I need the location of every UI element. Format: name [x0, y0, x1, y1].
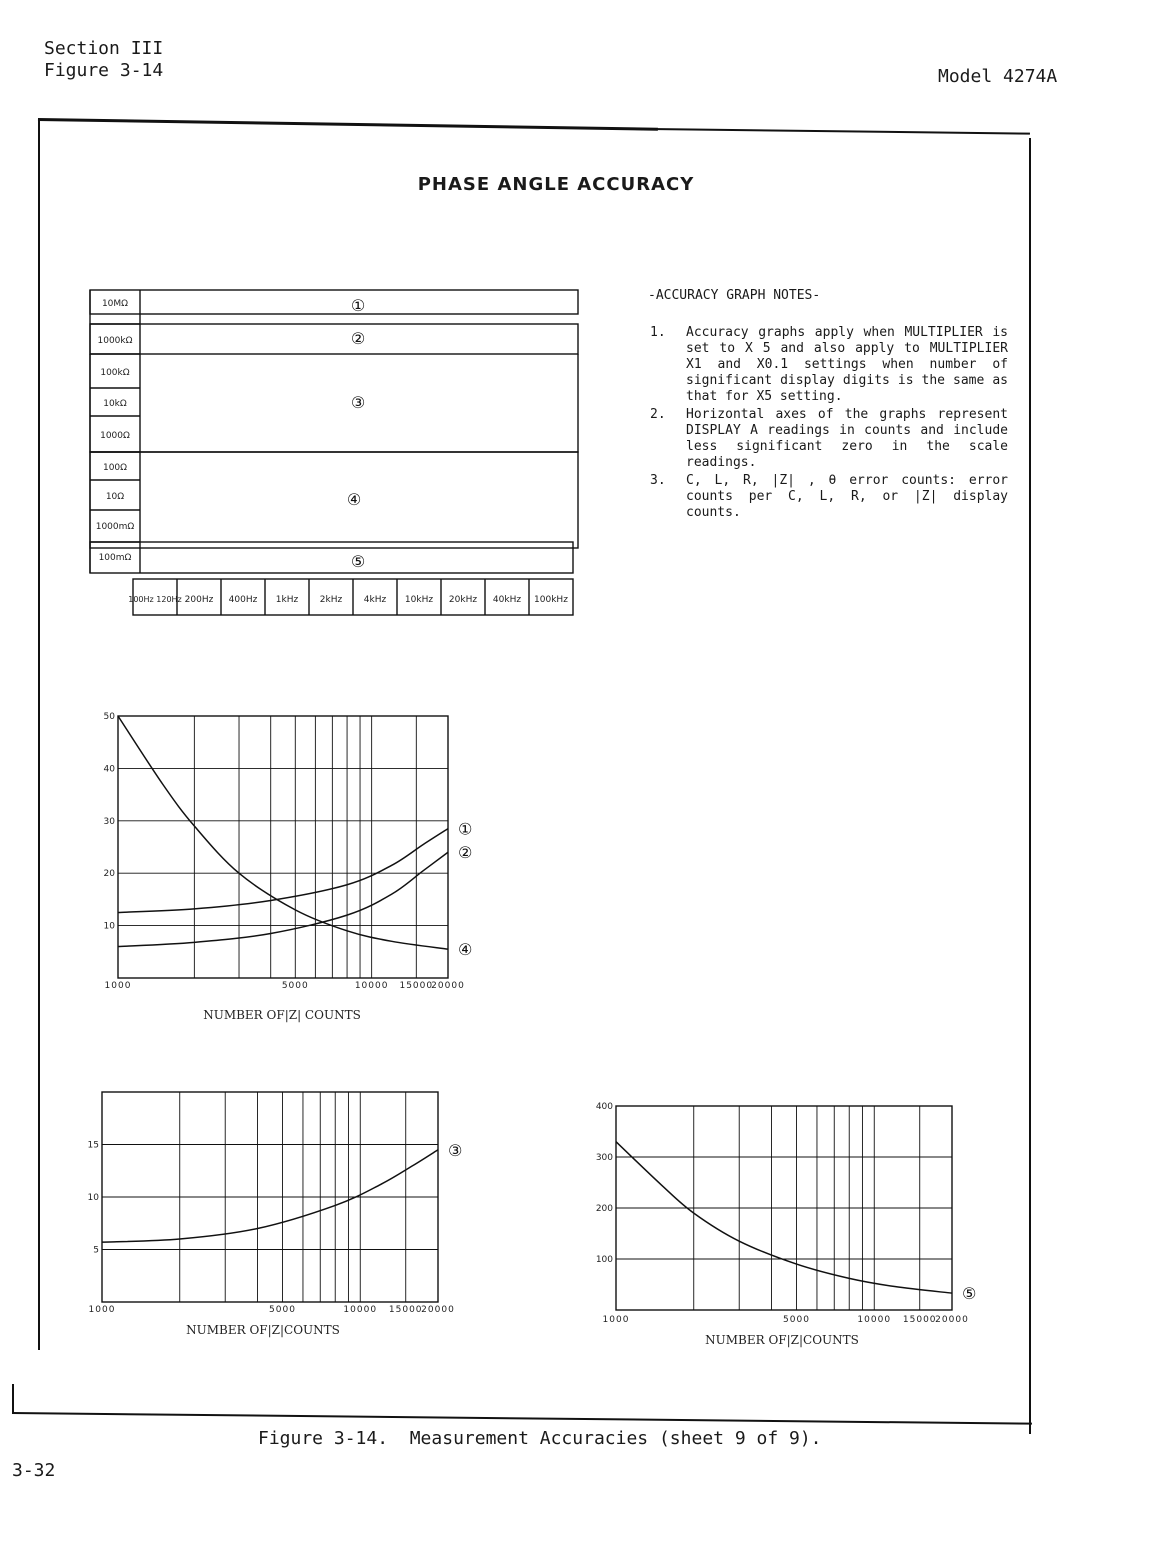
section-label: Section III [44, 38, 164, 59]
imp-label-1: 1000kΩ [97, 336, 133, 346]
imp-label-4: 1000Ω [100, 431, 130, 441]
series-line [102, 1150, 438, 1242]
frame-bottom [12, 1412, 1032, 1425]
chart-tick-labels [88, 1141, 455, 1316]
series-line [118, 716, 448, 949]
x-tick-label: 20000 [431, 981, 465, 991]
notes-list [650, 325, 1010, 523]
freq-label-5: 4kHz [363, 595, 387, 605]
imp-label-3: 10kΩ [103, 399, 127, 409]
note-number: 1. [650, 325, 666, 340]
series-label: ① [458, 819, 473, 839]
note-text: Accuracy graphs apply when MULTIPLIER is set to X 5 and also apply to MULTIPLIER X1 and X0.1 settings when number of significant display digits is the same as that for X5 setting. [686, 325, 1008, 404]
chart-grid [102, 1092, 438, 1302]
freq-label-2: 400Hz [228, 595, 258, 605]
x-tick-label: 10000 [343, 1305, 378, 1315]
series-label: ② [458, 843, 473, 863]
x-tick-label: 20000 [421, 1305, 455, 1315]
y-tick-label: 10 [87, 1193, 99, 1203]
freq-label-1: 200Hz [184, 595, 214, 605]
freq-label-4: 2kHz [319, 595, 343, 605]
x-tick-label: 15000 [902, 1315, 937, 1325]
imp-label-7: 1000mΩ [95, 522, 135, 532]
imp-label-5: 100Ω [102, 463, 128, 473]
chart-error-counts-1 [50, 700, 480, 1040]
x-tick-label: 5000 [281, 981, 309, 991]
freq-label-0: 100Hz 120Hz [128, 595, 182, 604]
x-tick-label: 20000 [935, 1315, 969, 1325]
frame-left-lower [12, 1384, 14, 1414]
note-item-3 [650, 473, 1010, 521]
frame-left [38, 120, 40, 1350]
freq-label-7: 20kHz [448, 595, 478, 605]
zone-marker-1: ① [350, 296, 366, 315]
y-tick-label: 50 [103, 712, 115, 722]
x-tick-label: 5000 [269, 1305, 296, 1315]
series-line [118, 852, 448, 946]
frame-top-right [650, 128, 1030, 135]
model-label: Model 4274A [938, 66, 1058, 87]
chart-tick-labels [104, 712, 465, 991]
y-tick-label: 30 [103, 816, 115, 827]
series-line [118, 829, 448, 913]
chart-xlabel: NUMBER OF|Z|COUNTS [705, 1333, 859, 1347]
note-number: 3. [650, 473, 666, 488]
imp-label-8: 100mΩ [98, 553, 132, 563]
series-label: ⑤ [962, 1284, 977, 1304]
y-tick-label: 10 [103, 921, 115, 932]
y-tick-label: 400 [595, 1102, 613, 1112]
y-tick-label: 5 [93, 1245, 99, 1256]
y-tick-label: 300 [595, 1153, 613, 1163]
imp-label-0: 10MΩ [101, 299, 129, 309]
y-tick-label: 100 [595, 1255, 613, 1265]
note-item-2 [650, 407, 1010, 471]
freq-label-9: 100kHz [534, 595, 568, 605]
notes-heading: -ACCURACY GRAPH NOTES- [648, 288, 821, 303]
zone-marker-4: ④ [346, 490, 362, 509]
x-tick-label: 10000 [857, 1315, 892, 1325]
note-number: 2. [650, 407, 666, 422]
series-label: ④ [458, 940, 473, 960]
chart-tick-labels [596, 1102, 969, 1325]
freq-label-8: 40kHz [492, 595, 522, 605]
freq-label-6: 10kHz [404, 595, 434, 605]
chart-grid [616, 1106, 952, 1310]
figure-label: Figure 3-14 [44, 60, 164, 81]
y-tick-label: 15 [87, 1140, 99, 1151]
note-item-1 [650, 325, 1010, 405]
imp-label-2: 100kΩ [100, 368, 130, 378]
y-tick-label: 200 [595, 1204, 613, 1214]
series-line [616, 1142, 952, 1293]
x-tick-label: 5000 [783, 1315, 810, 1325]
freq-label-3: 1kHz [275, 595, 299, 605]
note-text: C, L, R, |Z| , θ error counts: error counts per C, L, R, or |Z| display counts. [686, 473, 1008, 520]
chart-xlabel: NUMBER OF|Z| COUNTS [203, 1008, 361, 1022]
zone-marker-3: ③ [350, 393, 366, 412]
zone-marker-5: ⑤ [350, 552, 366, 571]
plot-frame [118, 716, 448, 978]
x-tick-label: 1000 [88, 1305, 116, 1315]
x-tick-label: 1000 [602, 1315, 630, 1325]
page-title: PHASE ANGLE ACCURACY [417, 174, 695, 195]
y-tick-label: 20 [103, 869, 115, 880]
frame-right [1029, 138, 1031, 1434]
zone-marker-2: ② [350, 329, 366, 348]
chart-xlabel: NUMBER OF|Z|COUNTS [186, 1323, 340, 1337]
x-tick-label: 10000 [354, 981, 389, 991]
x-tick-label: 15000 [388, 1305, 423, 1315]
y-tick-label: 40 [103, 764, 115, 775]
chart-grid [118, 716, 448, 978]
series-label: ③ [448, 1140, 463, 1160]
range-table [80, 280, 580, 625]
figure-caption: Figure 3-14. Measurement Accuracies (sheet 9 of 9). [258, 1428, 822, 1449]
x-tick-label: 1000 [104, 981, 132, 991]
page-number: 3-32 [12, 1460, 56, 1481]
chart-error-counts-3 [560, 1090, 990, 1355]
chart-error-counts-2 [50, 1080, 480, 1345]
imp-label-6: 10Ω [105, 492, 125, 502]
frame-top-left [38, 118, 658, 131]
note-text: Horizontal axes of the graphs represent DISPLAY A readings in counts and include less significant zero in the scale readings. [686, 407, 1008, 470]
x-tick-label: 15000 [399, 981, 434, 991]
